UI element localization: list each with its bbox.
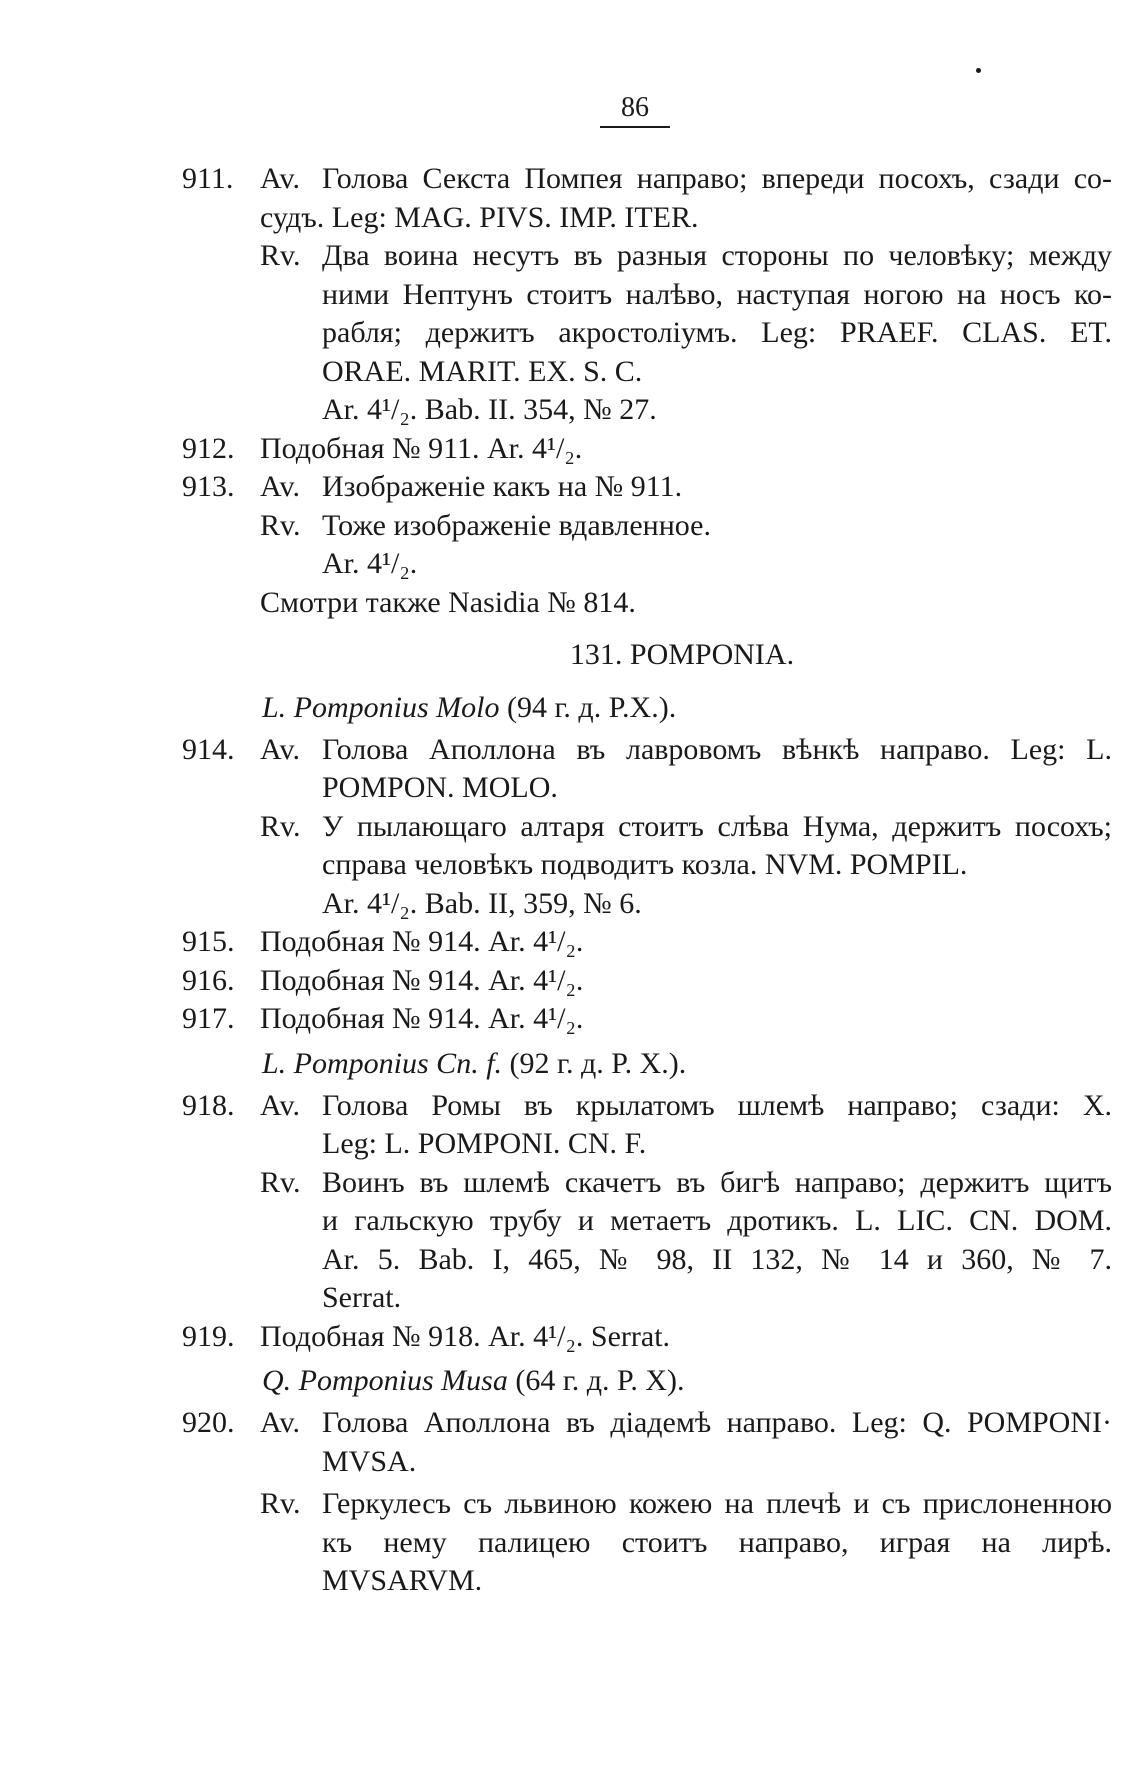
obverse-text: Голова Аполлона въ лавровомъ вѣнкѣ направо. Leg: L. bbox=[322, 732, 1112, 766]
entry-text: Подобная № 918. Ar. 4¹/₂. Serrat. bbox=[260, 1319, 671, 1353]
entry-914-rv bbox=[182, 808, 1112, 847]
reverse-label: Rv. bbox=[260, 239, 301, 272]
reverse-label: Rv. bbox=[260, 508, 301, 542]
catalogue-text bbox=[182, 160, 1112, 1601]
entry-number: 919. bbox=[182, 1319, 235, 1353]
obverse-text: Голова Ромы въ крылатомъ шлемѣ направо; сзади: X. bbox=[322, 1088, 1112, 1122]
obverse-label: Av. bbox=[260, 1088, 300, 1122]
entry-number: 914. bbox=[182, 732, 235, 766]
entry-920-av bbox=[182, 1404, 1112, 1443]
obverse-text-cont: судъ. Leg: MAG. PIVS. IMP. ITER. bbox=[260, 200, 699, 234]
entry-number: 913. bbox=[182, 470, 235, 503]
reverse-text: Тоже изображеніе вдавленное. bbox=[322, 508, 711, 542]
moneyer-heading bbox=[182, 689, 1112, 731]
reverse-text-cont: ними Нептунъ стоитъ налѣво, наступая ногою на носъ ко- bbox=[322, 277, 1112, 311]
entry-911-av bbox=[182, 160, 1112, 199]
obverse-text: Голова Секста Помпея направо; впереди посохъ, сзади со- bbox=[322, 162, 1112, 195]
entry-912 bbox=[182, 430, 1112, 469]
moneyer-name: L. Pomponius Molo bbox=[262, 690, 500, 724]
moneyer-name: L. Pomponius Cn. f. bbox=[262, 1046, 503, 1080]
obverse-label: Av. bbox=[260, 1406, 300, 1439]
reverse-text: Геркулесъ съ львиною кожею на плечѣ и съ прислоненною bbox=[322, 1487, 1112, 1520]
entry-914-av bbox=[182, 731, 1112, 770]
entry-text: Подобная № 914. Ar. 4¹/₂. bbox=[260, 963, 584, 997]
reverse-text-cont: къ нему палицею стоитъ направо, играя на лирѣ. bbox=[322, 1525, 1112, 1559]
entry-918-rv bbox=[182, 1164, 1112, 1203]
obverse-text-cont: Leg: L. POMPONI. CN. F. bbox=[322, 1127, 647, 1160]
obverse-text: Голова Аполлона въ діадемѣ направо. Leg: Q. POMPONI· bbox=[322, 1406, 1112, 1439]
entry-number: 915. bbox=[182, 925, 235, 958]
moneyer-heading bbox=[182, 1045, 1112, 1087]
obverse-label: Av. bbox=[260, 470, 300, 503]
entry-number: 920. bbox=[182, 1406, 235, 1439]
entry-number: 916. bbox=[182, 963, 235, 997]
moneyer-date: (92 г. д. P. X.). bbox=[509, 1046, 687, 1080]
entry-916 bbox=[182, 962, 1112, 1001]
entry-913-rv bbox=[182, 507, 1112, 546]
entry-911-rv bbox=[182, 237, 1112, 276]
entry-number: 912. bbox=[182, 431, 235, 465]
reverse-label: Rv. bbox=[260, 809, 301, 843]
page-number: 86 bbox=[600, 92, 670, 128]
reverse-text-cont: справа человѣкъ подводитъ козла. NVM. POMPIL. bbox=[322, 848, 968, 881]
see-also: Смотри также Nasidia № 814. bbox=[260, 585, 636, 619]
obverse-text-cont: MVSA. bbox=[322, 1444, 417, 1478]
reference: Ar. 4¹/₂. Bab. II, 359, № 6. bbox=[322, 886, 642, 920]
reference-cont: Serrat. bbox=[322, 1281, 402, 1314]
reverse-text: У пылающаго алтаря стоитъ слѣва Нума, держитъ посохъ; bbox=[322, 809, 1112, 843]
reverse-label: Rv. bbox=[260, 1165, 301, 1199]
entry-918-av bbox=[182, 1087, 1112, 1126]
moneyer-date: (94 г. д. P.X.). bbox=[507, 690, 677, 724]
reverse-text-cont: и гальскую трубу и метаетъ дротикъ. L. LIC. CN. DOM. bbox=[322, 1204, 1112, 1237]
entry-number: 917. bbox=[182, 1002, 235, 1035]
reverse-text-cont: рабля; держитъ акростоліумъ. Leg: PRAEF. CLAS. ET. bbox=[322, 316, 1112, 349]
entry-920-rv bbox=[182, 1485, 1112, 1524]
reference: Ar. 4¹/₂. Bab. II. 354, № 27. bbox=[322, 393, 657, 426]
reference: Ar. 4¹/₂. bbox=[322, 547, 418, 580]
obverse-label: Av. bbox=[260, 162, 300, 195]
entry-text: Подобная № 914. Ar. 4¹/₂. bbox=[260, 1002, 584, 1035]
reference: Ar. 5. Bab. I, 465, № 98, II 132, № 14 и 360, № 7. bbox=[322, 1242, 1112, 1276]
moneyer-date: (64 г. д. P. X). bbox=[515, 1364, 685, 1397]
entry-913-av bbox=[182, 468, 1112, 507]
moneyer-name: Q. Pomponius Musa bbox=[262, 1364, 508, 1397]
speck-mark bbox=[976, 68, 981, 73]
entry-915 bbox=[182, 923, 1112, 962]
obverse-text-cont: POMPON. MOLO. bbox=[322, 771, 558, 804]
entry-number: 918. bbox=[182, 1088, 235, 1122]
reverse-label: Rv. bbox=[260, 1487, 301, 1520]
moneyer-heading bbox=[182, 1362, 1112, 1404]
entry-number: 911. bbox=[182, 162, 234, 195]
reverse-text: Два воина несутъ въ разныя стороны по человѣку; между bbox=[322, 239, 1112, 272]
obverse-text: Изображеніе какъ на № 911. bbox=[322, 470, 683, 503]
entry-text: Подобная № 914. Ar. 4¹/₂. bbox=[260, 925, 584, 958]
entry-917 bbox=[182, 1000, 1112, 1039]
reverse-text: Воинъ въ шлемѣ скачетъ въ бигѣ направо; держитъ щитъ bbox=[322, 1165, 1112, 1199]
obverse-label: Av. bbox=[260, 732, 300, 766]
reverse-text-cont: MVSARVM. bbox=[322, 1564, 483, 1597]
section-heading: 131. POMPONIA. bbox=[569, 638, 795, 671]
entry-text: Подобная № 911. Ar. 4¹/₂. bbox=[260, 431, 583, 465]
entry-919 bbox=[182, 1318, 1112, 1357]
reverse-text-cont: ORAE. MARIT. EX. S. C. bbox=[322, 354, 643, 388]
